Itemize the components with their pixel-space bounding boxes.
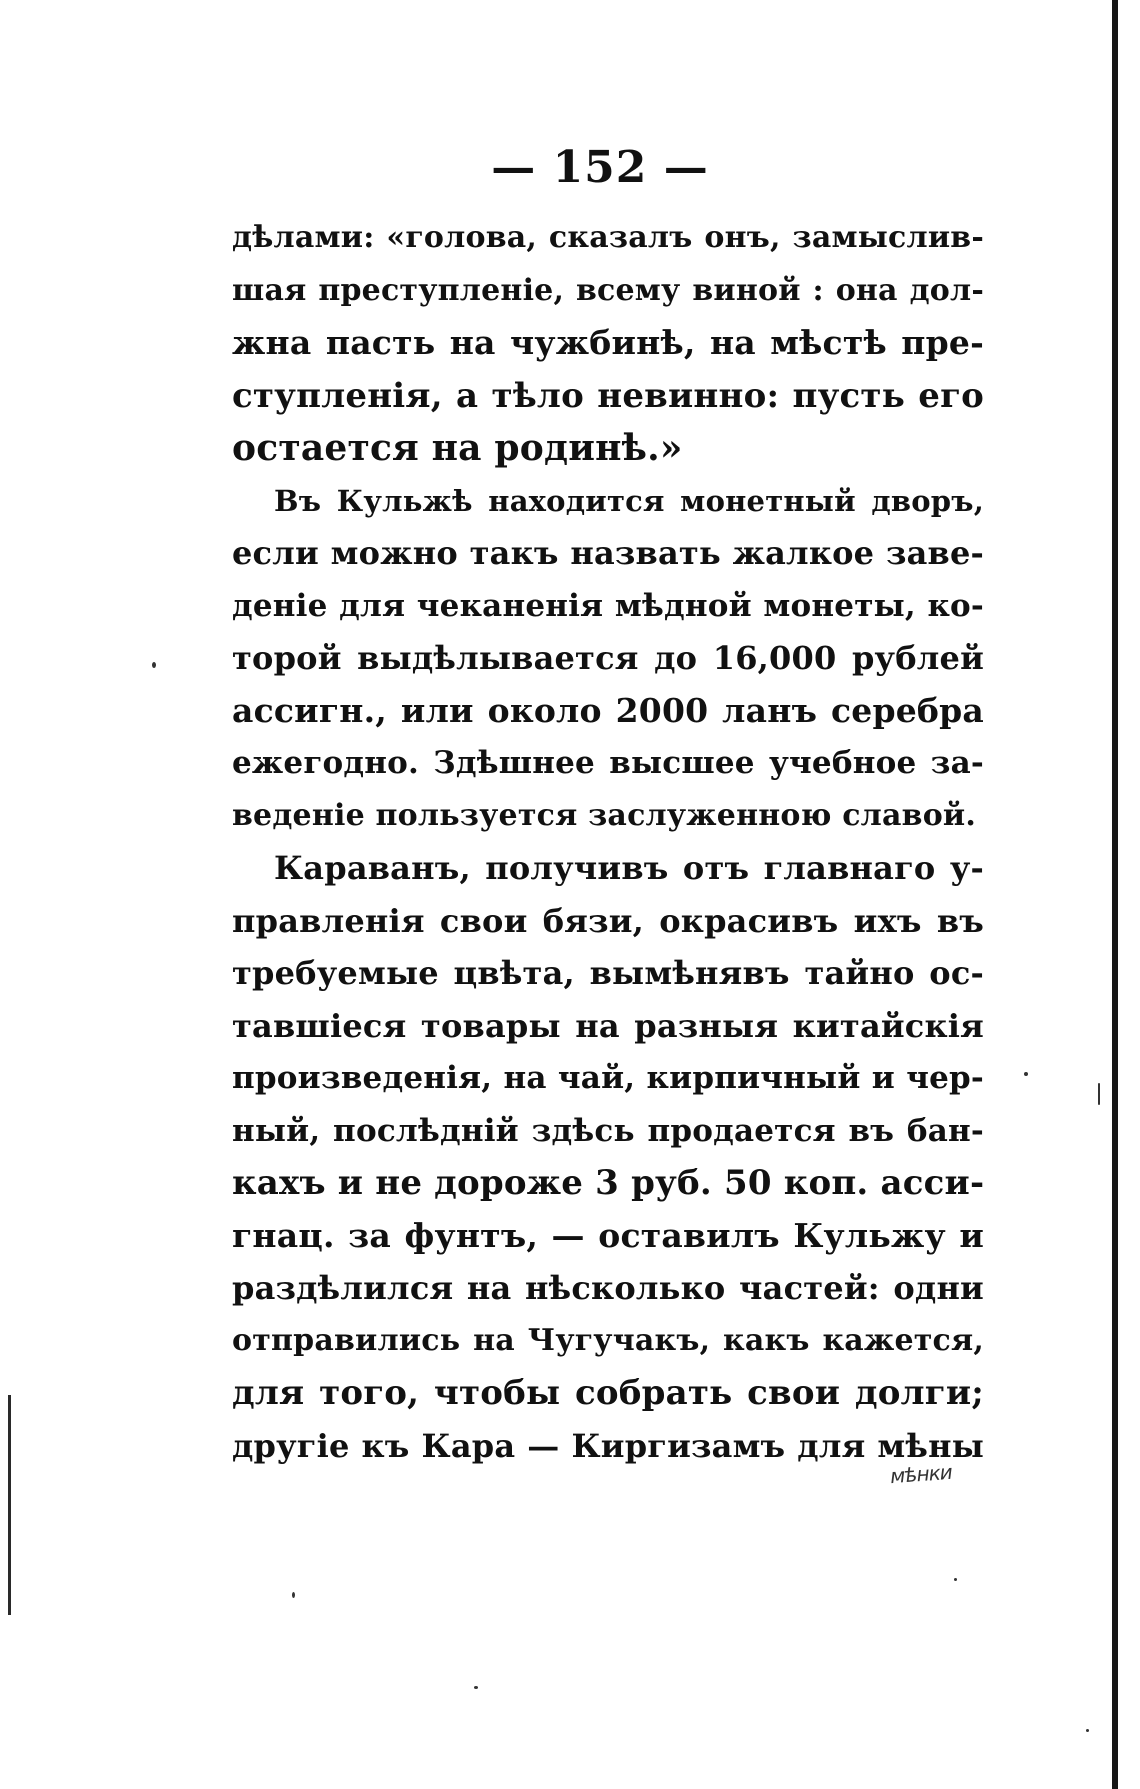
text-line: кахъ и не дороже 3 руб. 50 коп. асси- — [232, 1163, 985, 1203]
pencil-annotation: мѣнки — [889, 1459, 953, 1489]
paragraph-start-line: Караванъ, получивъ отъ главнаго у- — [274, 849, 984, 887]
text-line: другіе къ Кара — Киргизамъ для мѣны — [232, 1426, 984, 1465]
left-binding-mark — [8, 1395, 11, 1615]
dust-speck — [1024, 1072, 1028, 1076]
dust-speck — [1086, 1729, 1089, 1732]
dust-speck — [474, 1686, 478, 1689]
page-number: — 152 — — [491, 142, 709, 193]
text-line: веденіе пользуется заслуженною славой. — [232, 797, 977, 833]
text-line: отправились на Чугучакъ, какъ кажется, — [232, 1322, 984, 1358]
text-line: дѣлами: «голова, сказалъ онъ, замыслив- — [232, 220, 984, 255]
text-line: произведенія, на чай, кирпичный и чер- — [232, 1060, 984, 1096]
text-line: шая преступленіе, всему виной : она дол- — [232, 272, 984, 308]
text-line: если можно такъ назвать жалкое заве- — [232, 534, 984, 572]
page-edge-shadow — [1112, 0, 1118, 1789]
text-line: остается на родинѣ.» — [232, 427, 683, 469]
text-line: торой выдѣлывается до 16,000 рублей — [232, 639, 984, 677]
text-line: для того, чтобы собрать свои долги; — [232, 1373, 984, 1413]
dust-speck — [1098, 1083, 1100, 1105]
text-line: ступленія, а тѣло невинно: пусть его — [232, 375, 984, 416]
text-line: ный, послѣдній здѣсь продается въ бан- — [232, 1112, 984, 1149]
text-line: раздѣлился на нѣсколько частей: одни — [232, 1269, 984, 1307]
dust-speck — [292, 1592, 295, 1598]
text-line: ежегодно. Здѣшнее высшее учебное за- — [232, 745, 984, 781]
dust-speck — [152, 662, 156, 668]
body-text — [232, 212, 984, 1472]
paragraph-start-line: Въ Кульжѣ находится монетный дворъ, — [274, 483, 984, 518]
text-line: гнац. за фунтъ, — оставилъ Кульжу и — [232, 1215, 984, 1255]
text-line: жна пасть на чужбинѣ, на мѣстѣ пре- — [232, 323, 984, 362]
text-line: правленія свои бязи, окрасивъ ихъ въ — [232, 901, 984, 940]
text-line: ассигн., или около 2000 ланъ серебра — [232, 690, 984, 730]
text-line: требуемые цвѣта, вымѣнявъ тайно ос- — [232, 954, 984, 992]
text-line: тавшіеся товары на разныя китайскія — [232, 1006, 984, 1045]
text-line: деніе для чеканенія мѣдной монеты, ко- — [232, 587, 984, 624]
dust-speck — [954, 1578, 957, 1581]
